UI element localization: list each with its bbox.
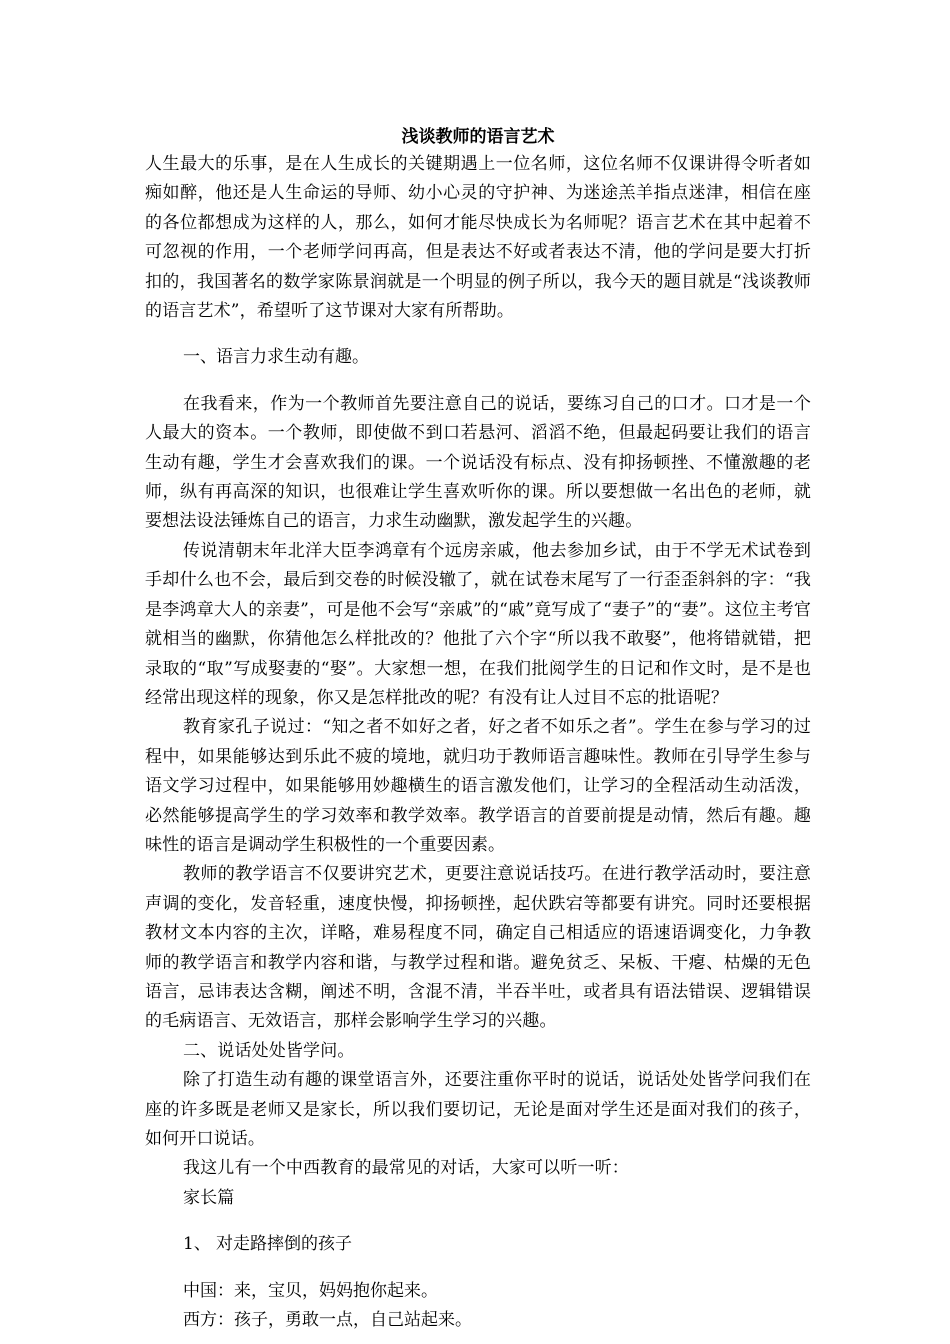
body-paragraph: 我这儿有一个中西教育的最常见的对话，大家可以听一听：	[183, 1158, 629, 1179]
section-1-title: 语言力求生动有趣。	[216, 347, 369, 368]
body-paragraph: 教育家孔子说过：“知之者不如好之者，好之者不如乐之者”。学生在参与学习的过程中，如果能够达到乐此不疲的境地，就归功于教师语言趣味性。教师在引导学生参与语文学习过程中，如果能够用妙趣横生的语言激发他们，让学习的全程活动生动活泼，必然能够提高学生的学习效率和教学效率。教学语言的首要前提是动情，然后有趣。趣味性的语言是调动学生积极性的一个重要因素。	[145, 717, 811, 855]
spacer	[145, 373, 811, 390]
body-paragraph: 在我看来，作为一个教师首先要注意自己的说话，要练习自己的口才。口才是一个人最大的资本。一个教师，即使做不到口若悬河、滔滔不绝，但最起码要让我们的语言生动有趣，学生才会喜欢我们的课。一个说话没有标点、没有抑扬顿挫、不懂激趣的老师，纵有再高深的知识，也很难让学生喜欢听你的课。所以要想做一名出色的老师，就要想法设法锤炼自己的语言，力求生动幽默，激发起学生的兴趣。	[145, 393, 811, 532]
item-1-number: 1、	[183, 1234, 211, 1255]
body-paragraph: 教师的教学语言不仅要讲究艺术，更要注意说话技巧。在进行教学活动时，要注意声调的变化，发音轻重，速度快慢，抑扬顿挫，起伏跌宕等都要有讲究。同时还要根据教材文本内容的主次，详略，难易程度不同，确定自己相适应的语速语调变化，力争教师的教学语言和教学内容和谐，与教学过程和谐。避免贫乏、呆板、干瘪、枯燥的无色语言，忌讳表达含糊，阐述不明，含混不清，半吞半吐，或者具有语法错误、逻辑错误的毛病语言、无效语言，那样会影响学生学习的兴趣。	[145, 864, 811, 1032]
body-paragraph: 传说清朝末年北洋大臣李鸿章有个远房亲戚，他去参加乡试，由于不学无术试卷到手却什么也不会，最后到交卷的时候没辙了，就在试卷末尾写了一行歪歪斜斜的字：“我是李鸿章大人的亲妻”，可是他不会写“亲戚”的“戚”竟写成了“妻子”的“妻”。这位主考官就相当的幽默，你猜他怎么样批改的？他批了六个字“所以我不敢娶”，他将错就错，把录取的“取”写成娶妻的“娶”。大家想一想，在我们批阅学生的日记和作文时，是不是也经常出现这样的现象，你又是怎样批改的呢？有没有让人过目不忘的批语呢？	[145, 540, 811, 708]
section-1-heading	[145, 343, 811, 372]
section-2-heading: 二、说话处处皆学问。	[183, 1040, 355, 1061]
spacer	[145, 1260, 811, 1277]
body-paragraph: 除了打造生动有趣的课堂语言外，还要注重你平时的说话，说话处处皆学问我们在座的许多既是老师又是家长，所以我们要切记，无论是面对学生还是面对我们的孩子，如何开口说话。	[145, 1070, 811, 1149]
parent-heading: 家长篇	[183, 1187, 235, 1208]
item-1-heading	[145, 1230, 811, 1259]
document-title: 浅谈教师的语言艺术	[401, 127, 555, 147]
intro-paragraph: 人生最大的乐事，是在人生成长的关键期遇上一位名师，这位名师不仅课讲得令听者如痴如醉，他还是人生命运的导师、幼小心灵的守护神、为迷途羔羊指点迷津，相信在座的各位都想成为这样的人，那么，如何才能尽快成长为名师呢？语言艺术在其中起着不可忽视的作用，一个老师学问再高，但是表达不好或者表达不清，他的学问是要大打折扣的，我国著名的数学家陈景润就是一个明显的例子所以，我今天的题目就是“浅谈教师的语言艺术”，希望听了这节课对大家有所帮助。	[145, 154, 811, 322]
spacer	[145, 1213, 811, 1230]
item-1-title: 对走路摔倒的孩子	[216, 1234, 352, 1255]
dialog-line: 中国：来，宝贝，妈妈抱你起来。	[183, 1280, 438, 1301]
dialog-line: 西方：孩子，勇敢一点，自己站起来。	[183, 1310, 472, 1331]
document-page	[145, 124, 811, 1335]
section-1-number: 一、	[183, 347, 217, 368]
spacer	[145, 326, 811, 343]
